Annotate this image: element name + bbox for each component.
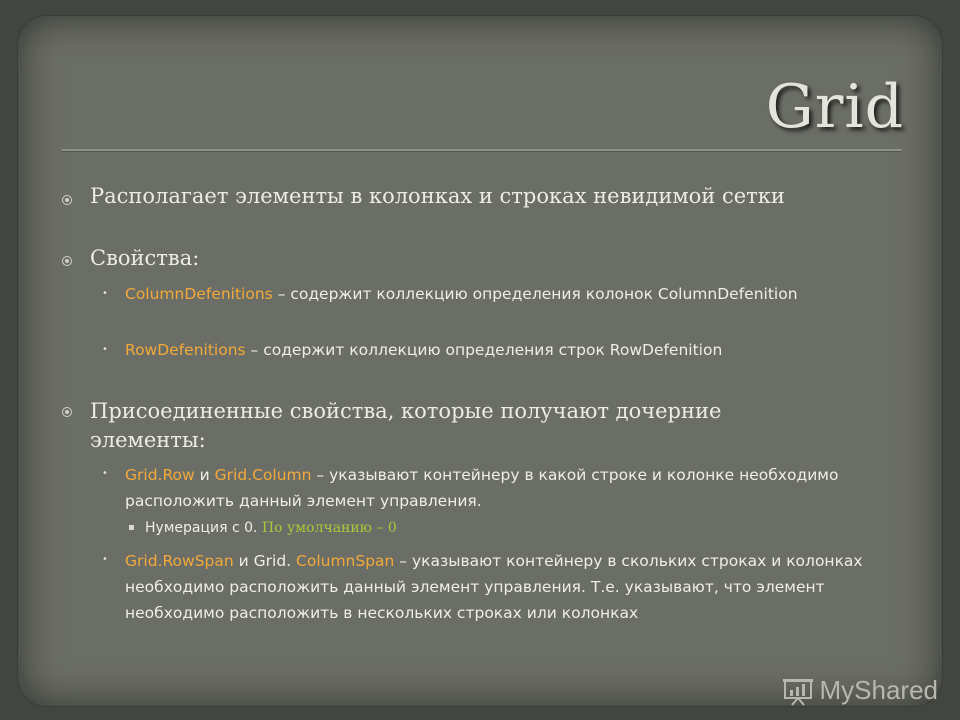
attached-name: Grid.Row [125, 466, 195, 484]
bullet-icon [62, 256, 74, 268]
sub-sub-bullet-icon: ▪ [128, 522, 135, 533]
bullet-icon [62, 407, 74, 419]
attached-item [125, 462, 895, 514]
property-desc: – содержит коллекцию определения колонок ColumnDefenition [272, 285, 798, 303]
slide-title: Grid [765, 72, 904, 142]
sub-bullet-icon: • [102, 554, 108, 565]
property-item [125, 337, 895, 363]
default-value: По умолчанию – 0 [261, 520, 397, 536]
attached-desc: – указывают контейнеру в скольких строках и колонках необходимо расположить данный элемент управления. Т.е. указывают, что элемент необходимо расположить в нескольких строках или колонках [125, 552, 863, 622]
attached-conj: и Grid. [233, 552, 297, 570]
title-divider [62, 149, 902, 151]
bullet-text: Присоединенные свойства, которые получают дочерние элементы: [90, 399, 722, 452]
bullet-text: Свойства: [90, 246, 200, 270]
property-item [125, 281, 895, 307]
sub-bullet-icon: • [102, 468, 108, 479]
attached-name: Grid.Column [214, 466, 312, 484]
property-name: RowDefenitions [125, 341, 246, 359]
attached-desc: – указывают контейнеру в какой строке и колонке необходимо расположить данный элемент управления. [125, 466, 839, 510]
attached-name: ColumnSpan [296, 552, 395, 570]
property-desc: – содержит коллекцию определения строк RowDefenition [245, 341, 723, 359]
attached-conj: и [194, 466, 215, 484]
sub-bullet-icon: • [102, 344, 108, 355]
property-name: ColumnDefenitions [125, 285, 273, 303]
watermark [782, 675, 939, 706]
sub-bullet-icon: • [102, 288, 108, 299]
bullet-icon [62, 195, 74, 207]
watermark-text: MyShared [819, 675, 938, 705]
slide [18, 16, 942, 706]
numbering-note [145, 520, 397, 536]
numbering-text: Нумерация с 0. [145, 520, 262, 536]
attached-item [125, 548, 895, 626]
presentation-icon [782, 676, 814, 706]
bullet-text: Располагает элементы в колонках и строках невидимой сетки [90, 184, 785, 208]
attached-name: Grid.RowSpan [125, 552, 234, 570]
